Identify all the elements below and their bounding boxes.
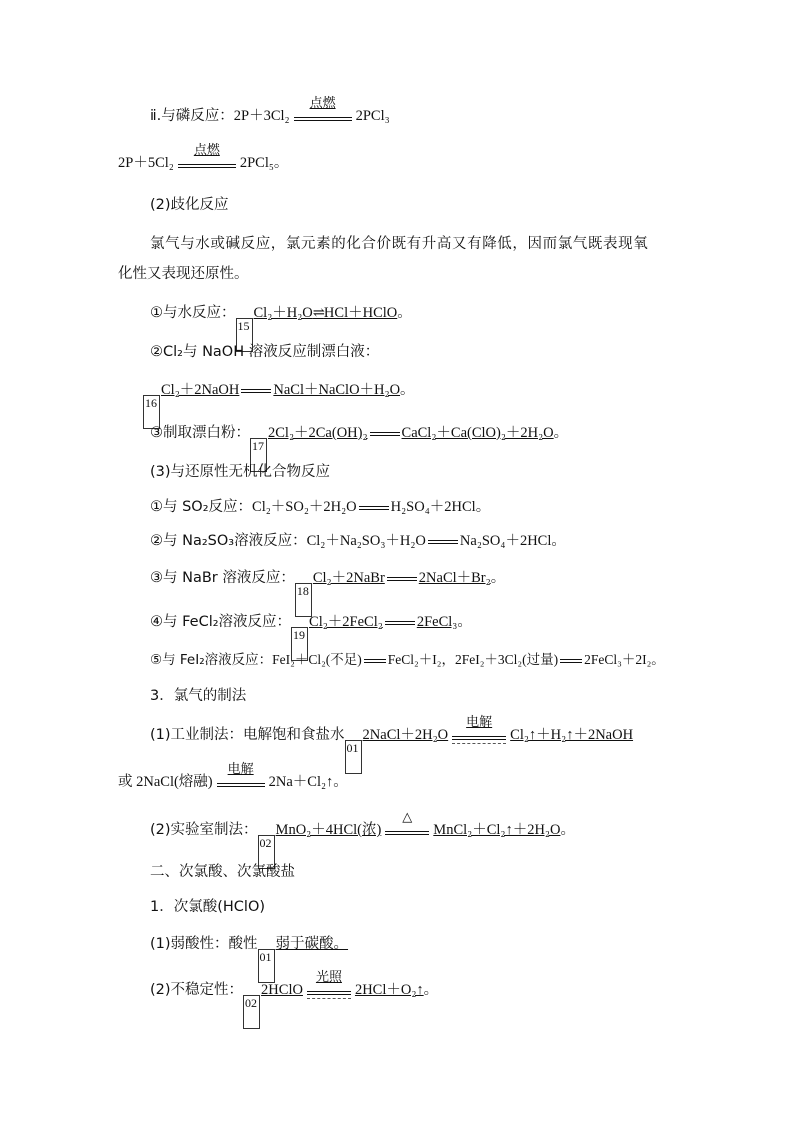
answer-number-box: 01 xyxy=(345,740,362,774)
answer-number-box: 19 xyxy=(291,627,308,661)
equation-a-rhs: FeCl₂＋I₂ xyxy=(387,652,442,667)
text-prefix: (2)不稳定性： xyxy=(150,982,244,998)
answer-number-box: 15 xyxy=(236,318,253,352)
reaction-phosphorus-pcl5 xyxy=(118,143,289,173)
condition-label: 点燃 xyxy=(309,96,336,111)
equation-rhs: MnCl₂＋Cl₂↑＋2H₂O xyxy=(433,822,561,838)
condition-arrow xyxy=(174,143,240,173)
condition-label: 电解 xyxy=(227,762,254,777)
tail: 。 xyxy=(423,982,439,998)
answer-text: 弱于碳酸。 xyxy=(275,936,349,952)
condition-label: 电解 xyxy=(466,715,493,730)
text-prefix: ③制取漂白粉： xyxy=(150,425,250,441)
text-prefix: ③与 NaBr 溶液反应： xyxy=(150,570,295,586)
answer-number-box: 02 xyxy=(243,995,260,1029)
equals-sign xyxy=(362,650,388,670)
condition-arrow xyxy=(303,970,355,1000)
equals-sign xyxy=(558,650,584,670)
equation-rhs: NaCl＋NaClO＋H₂O xyxy=(273,382,401,398)
text-prefix: ②与 Na₂SO₃溶液反应： xyxy=(150,533,307,549)
condition-label: △ xyxy=(402,810,413,825)
reaction-so2 xyxy=(150,497,490,517)
equation-lhs: 2P＋3Cl₂ xyxy=(233,108,290,124)
paragraph-line: 化性又表现还原性。 xyxy=(118,266,249,282)
equals-sign xyxy=(385,568,419,588)
condition-arrow xyxy=(381,810,433,840)
equals-sign xyxy=(239,380,273,400)
equation-b-rhs: 2FeCl₃＋2I₂。 xyxy=(584,652,665,667)
equation-a-lhs: FeI₂＋Cl₂(不足) xyxy=(272,652,362,667)
equation-lhs: 2P＋5Cl₂ xyxy=(118,155,174,171)
equation-rhs: 2FeCl₃ xyxy=(416,614,458,630)
section-heading: 3．氯气的制法 xyxy=(150,688,247,704)
equation-lhs: 2NaCl＋2H₂O xyxy=(362,727,449,743)
tail: 。 xyxy=(457,614,472,630)
text-prefix: 或 2NaCl(熔融) xyxy=(118,774,213,790)
reaction-nabr xyxy=(150,568,505,617)
equation-rhs: 2PCl₃ xyxy=(355,108,390,124)
reaction-naoh xyxy=(143,380,415,429)
paragraph-line: 氯气与水或碱反应，氯元素的化合价既有升高又有降低，因而氯气既表现氧 xyxy=(150,236,649,252)
text-prefix: ④与 FeCl₂溶液反应： xyxy=(150,614,292,630)
equation-b-lhs: 2FeI₂＋3Cl₂(过量) xyxy=(454,652,559,667)
section-heading: 二、次氯酸、次氯酸盐 xyxy=(150,864,295,880)
reaction-na2so3 xyxy=(150,531,566,551)
equation-rhs: HCl＋HClO xyxy=(323,305,398,321)
equation-rhs: Na₂SO₄＋2HCl。 xyxy=(459,533,566,549)
answer-number-box: 16 xyxy=(143,395,160,429)
equation-rhs: Cl₂↑＋H₂↑＋2NaOH xyxy=(510,727,634,743)
answer-number-box: 01 xyxy=(258,949,275,983)
answer-number-box: 18 xyxy=(295,583,312,617)
equation-rhs: 2PCl₅。 xyxy=(239,155,289,171)
text-prefix: ⑤与 FeI₂溶液反应： xyxy=(150,652,273,668)
section-heading: (3)与还原性无机化合物反应 xyxy=(150,464,331,480)
industrial-method-molten xyxy=(118,762,348,792)
condition-arrow xyxy=(290,96,356,126)
equals-sign xyxy=(426,531,460,551)
equation-rhs: 2NaCl＋Br₂ xyxy=(418,570,491,586)
reaction-fei2: ⑤与 FeI₂溶液反应：FeI₂＋Cl₂(不足) FeCl₂＋I₂，2FeI₂＋3Cl₂(过量) 2FeCl₃＋2I₂。 xyxy=(150,652,665,668)
equation-lhs: Cl₂＋SO₂＋2H₂O xyxy=(252,499,357,515)
equation-rhs: CaCl₂＋Ca(ClO)₂＋2H₂O xyxy=(401,425,554,441)
equation-lhs: 2HClO xyxy=(261,982,303,998)
tail: 。 xyxy=(553,425,569,441)
text-prefix: ⅱ.与磷反应： xyxy=(150,108,234,124)
equation-lhs: Cl₂＋2NaBr xyxy=(312,570,385,586)
condition-arrow xyxy=(213,762,269,792)
tail: 。 xyxy=(490,570,506,586)
section-heading: (2)歧化反应 xyxy=(150,197,229,213)
text-prefix: (1)工业制法：电解饱和食盐水 xyxy=(150,727,345,743)
tail: 。 xyxy=(397,305,412,321)
equation-lhs: Cl₂＋H₂O xyxy=(253,305,313,321)
reaction-water: ①与水反应：15Cl₂＋H₂O⇌HCl＋HClO。 xyxy=(150,303,412,352)
answer-number-box: 02 xyxy=(258,835,275,869)
text-prefix: (1)弱酸性：酸性 xyxy=(150,936,258,952)
equation-lhs: 2Cl₂＋2Ca(OH)₂ xyxy=(268,425,368,441)
section-heading: 1．次氯酸(HClO) xyxy=(150,899,266,915)
equation-lhs: Cl₂＋2FeCl₂ xyxy=(309,614,383,630)
tail: 。 xyxy=(560,822,575,838)
instability xyxy=(150,970,439,1029)
equals-sign xyxy=(368,423,402,443)
equation-rhs: 2HCl＋O₂↑ xyxy=(354,982,424,998)
equation-lhs: Cl₂＋2NaOH xyxy=(161,382,240,398)
equation-lhs: Cl₂＋Na₂SO₃＋H₂O xyxy=(306,533,426,549)
equals-sign xyxy=(357,497,391,517)
equation-rhs: 2Na＋Cl₂↑。 xyxy=(268,774,348,790)
equation-lhs: MnO₂＋4HCl(浓) xyxy=(275,822,382,838)
equation-rhs: H₂SO₄＋2HCl。 xyxy=(390,499,491,515)
condition-label: 点燃 xyxy=(193,143,220,158)
tail: 。 xyxy=(400,382,415,398)
equals-sign xyxy=(383,612,417,632)
paragraph-line: ②Cl₂与 NaOH 溶液反应制漂白液： xyxy=(150,344,380,360)
condition-label: 光照 xyxy=(315,970,342,985)
text-prefix: ①与水反应： xyxy=(150,305,236,321)
text-prefix: ①与 SO₂反应： xyxy=(150,499,253,515)
text-prefix: (2)实验室制法： xyxy=(150,822,258,838)
reaction-phosphorus-pcl3 xyxy=(150,96,390,126)
condition-arrow xyxy=(448,715,510,745)
answer-number-box: 17 xyxy=(250,438,267,472)
